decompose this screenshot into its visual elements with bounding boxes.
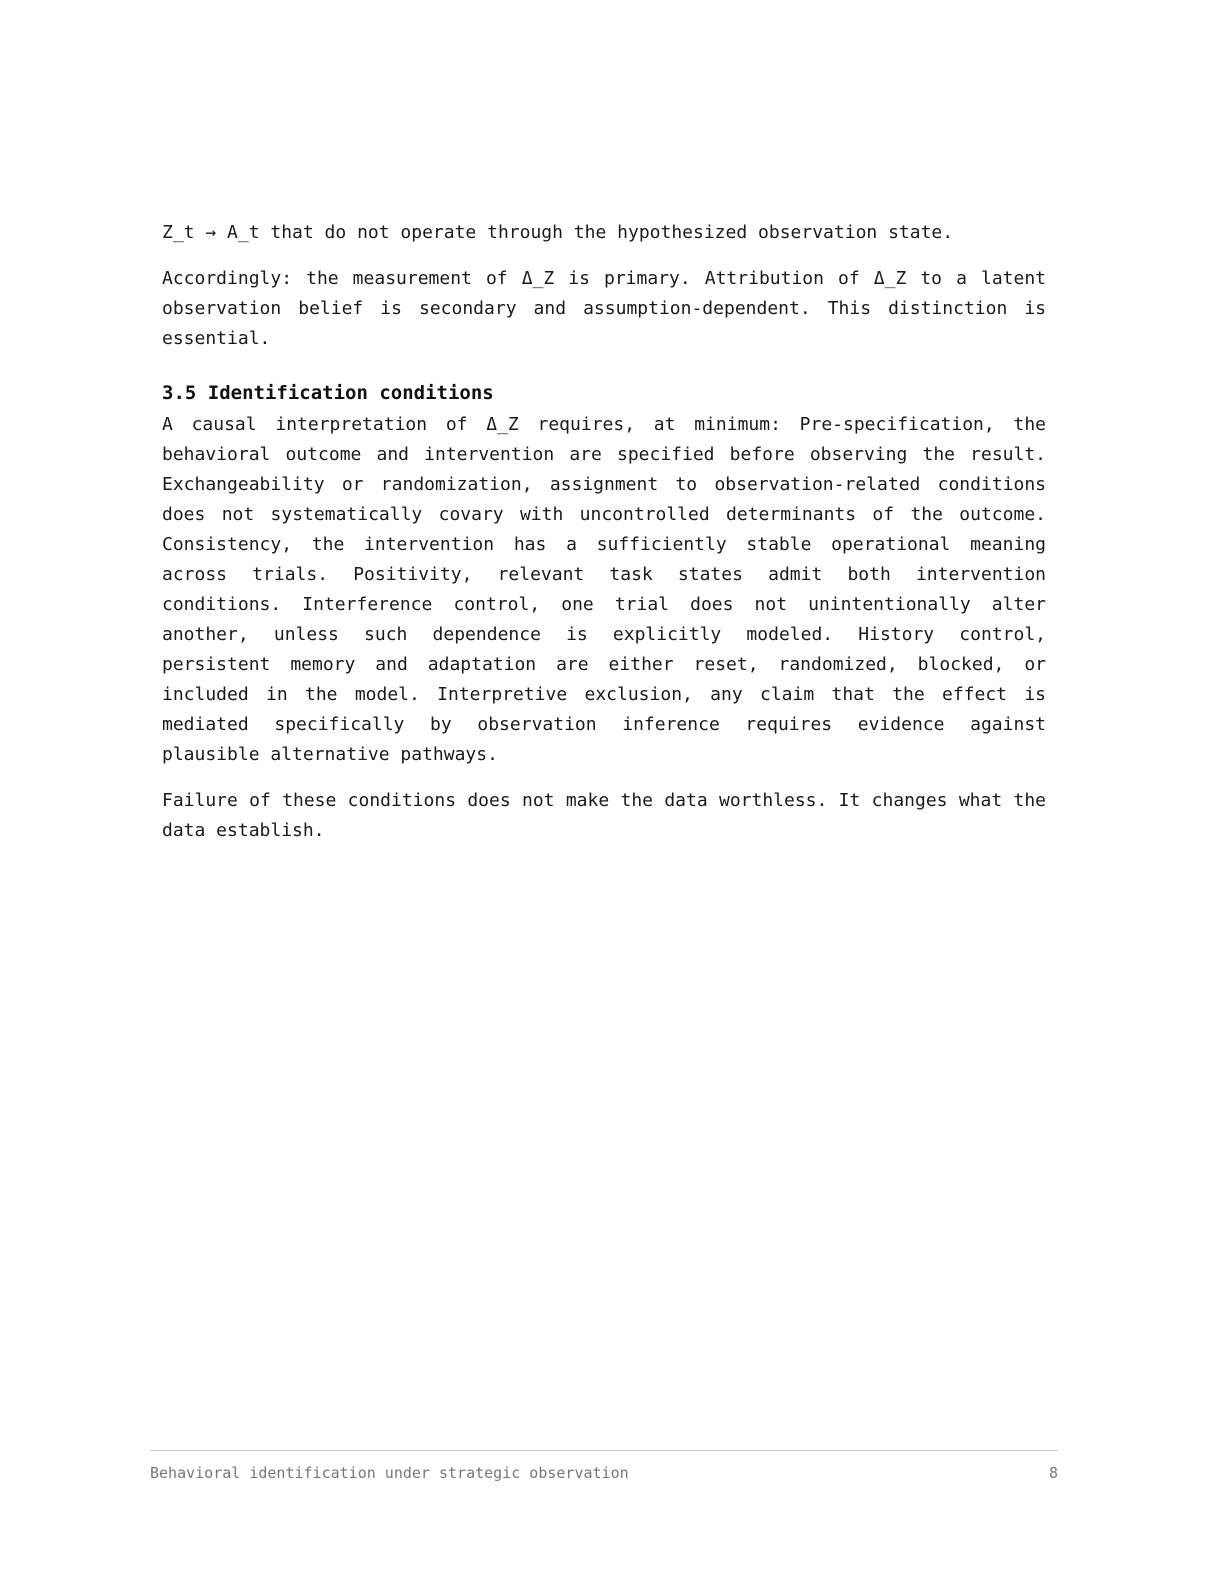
page-footer [150, 1450, 1058, 1483]
section-heading: 3.5 Identification conditions [162, 382, 494, 404]
footer-running-title: Behavioral identification under strategic observation [150, 1464, 629, 1482]
body-paragraph-conditions: A causal interpretation of Δ_Z requires, at minimum: Pre-specification, the behavioral outcome and intervention are specified before observing the result. Exchangeability or randomization, assignment to observation-related conditions does not systematically covary with uncontrolled determinants of the outcome. Consistency, the intervention has a sufficiently stable operational meaning across trials. Positivity, relevant task states admit both intervention conditions. Interference control, one trial does not unintentionally alter another, unless such dependence is explicitly modeled. History control, persistent memory and adaptation are either reset, randomized, blocked, or included in the model. Interpretive exclusion, any claim that the effect is mediated specifically by observation inference requires evidence against plausible alternative pathways. [162, 414, 1046, 765]
body-paragraph-failure: Failure of these conditions does not make the data worthless. It changes what the data establish. [162, 790, 1046, 841]
footer-page-number: 8 [1048, 1464, 1058, 1482]
body-paragraph-continued: Z_t → A_t that do not operate through the hypothesized observation state. [162, 222, 954, 243]
body-paragraph-accordingly: Accordingly: the measurement of Δ_Z is primary. Attribution of Δ_Z to a latent observation belief is secondary and assumption-dependent. This distinction is essential. [162, 268, 1046, 349]
page-body [162, 218, 1046, 862]
